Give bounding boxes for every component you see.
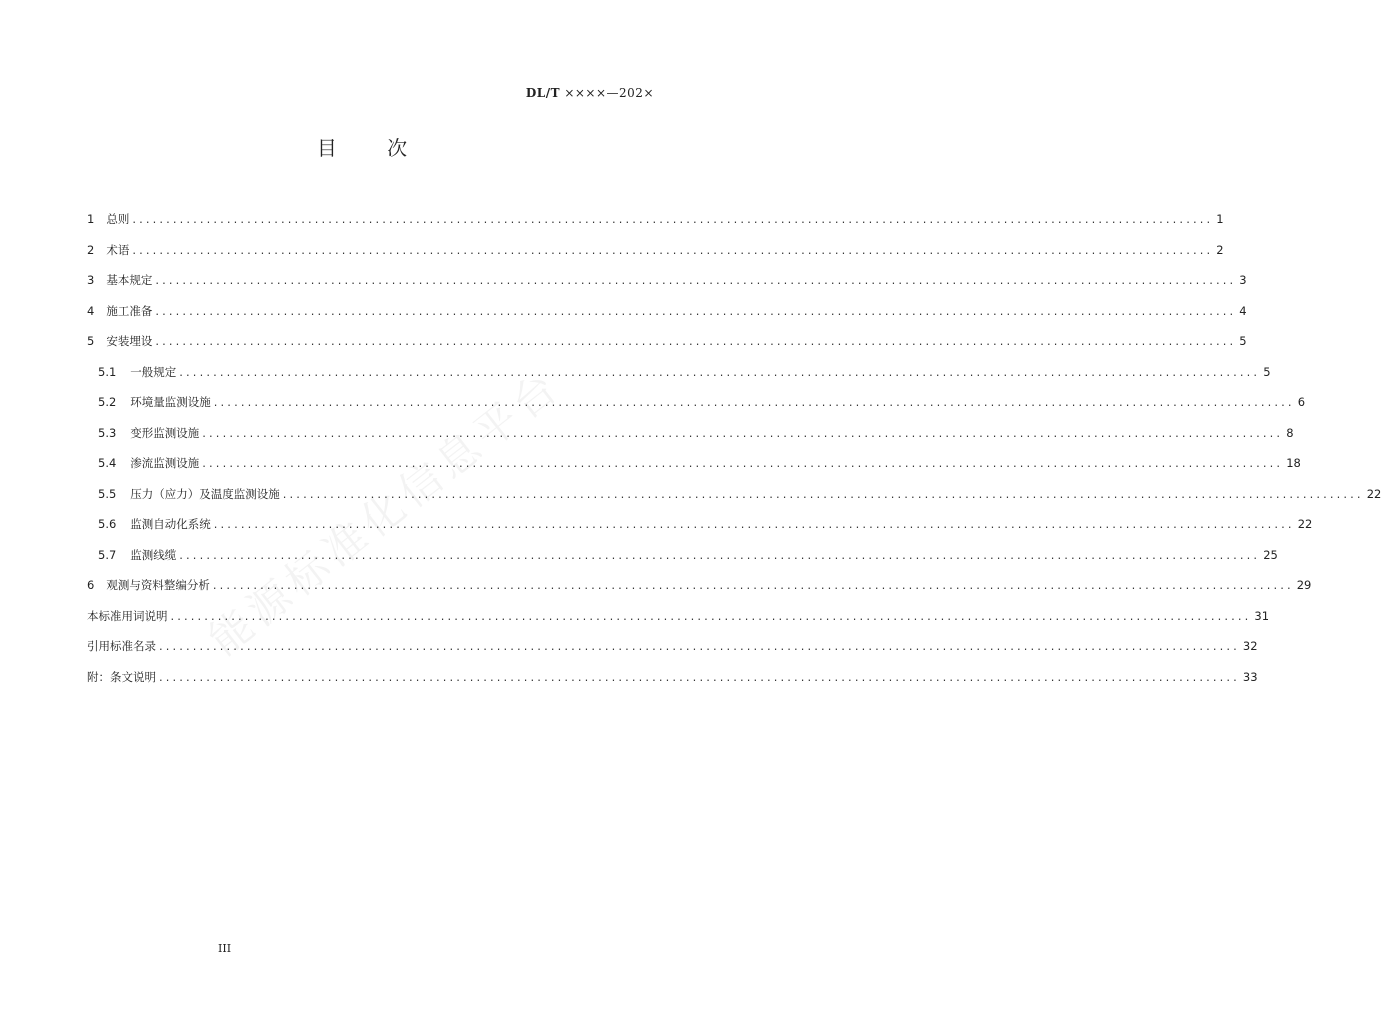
toc-entry[interactable] bbox=[87, 211, 1224, 242]
toc-entry-page: 6 bbox=[1297, 395, 1306, 409]
toc-entry-number: 3 bbox=[87, 273, 95, 287]
toc-entry-label: 附：条文说明 bbox=[87, 669, 156, 684]
toc-entry-number: 6 bbox=[87, 578, 95, 592]
page-number: III bbox=[218, 942, 232, 955]
toc-entry[interactable] bbox=[87, 242, 1224, 273]
toc-entry-label: 引用标准名录 bbox=[87, 639, 156, 653]
toc-entry-label: 监测自动化系统 bbox=[130, 517, 211, 531]
toc-entry-page: 18 bbox=[1286, 456, 1301, 470]
toc-entry[interactable] bbox=[87, 333, 1247, 364]
toc-entry[interactable] bbox=[87, 669, 1258, 700]
toc-entry-page: 33 bbox=[1242, 669, 1258, 684]
document-code bbox=[526, 86, 654, 100]
toc-entry-number: 5.6 bbox=[98, 517, 117, 531]
toc-leader-dots: ................................................................................................................................................................ bbox=[159, 669, 1240, 684]
toc-entry-number: 5 bbox=[87, 334, 95, 348]
toc-entry-number: 5.4 bbox=[98, 456, 117, 470]
document-code-number: ××××—202× bbox=[560, 86, 654, 100]
toc-leader-dots: ................................................................................................................................................................ bbox=[132, 242, 1214, 257]
toc-leader-dots: ................................................................................................................................................................ bbox=[202, 456, 1284, 470]
toc-leader-dots: ................................................................................................................................................................ bbox=[213, 395, 1295, 409]
toc-entry-page: 31 bbox=[1254, 608, 1270, 623]
toc-entry[interactable] bbox=[87, 364, 1271, 395]
toc-entry-label: 变形监测设施 bbox=[130, 425, 200, 440]
toc-entry-number: 4 bbox=[87, 303, 95, 318]
document-code-prefix: DL/T bbox=[525, 86, 560, 100]
toc-entry-page: 25 bbox=[1263, 547, 1278, 562]
toc-entry-page: 5 bbox=[1263, 364, 1271, 379]
toc-leader-dots: ................................................................................................................................................................ bbox=[212, 578, 1294, 592]
toc-entry-number: 5.2 bbox=[98, 395, 117, 409]
toc-entry-label: 安装埋设 bbox=[106, 334, 153, 348]
toc-entry-page: 22 bbox=[1297, 517, 1313, 531]
toc-entry-label: 环境量监测设施 bbox=[130, 395, 211, 409]
toc-entry-page: 5 bbox=[1239, 334, 1247, 348]
toc-entry-label: 一般规定 bbox=[130, 364, 177, 379]
toc-entry-number: 1 bbox=[87, 212, 95, 226]
toc-entry[interactable] bbox=[87, 608, 1270, 639]
toc-leader-dots: ................................................................................................................................................................ bbox=[179, 364, 1261, 379]
toc-entry-label: 观测与资料整编分析 bbox=[106, 578, 210, 592]
toc-entry-page: 32 bbox=[1242, 639, 1258, 653]
toc-entry[interactable] bbox=[87, 425, 1294, 456]
toc-entry[interactable] bbox=[87, 516, 1313, 547]
toc-leader-dots: ................................................................................................................................................................ bbox=[202, 425, 1284, 440]
toc-leader-dots: ................................................................................................................................................................ bbox=[170, 608, 1252, 623]
toc-entry-page: 4 bbox=[1239, 303, 1247, 318]
toc-entry-label: 术语 bbox=[106, 242, 130, 257]
toc-entry-label: 压力（应力）及温度监测设施 bbox=[130, 486, 280, 501]
toc-entry[interactable] bbox=[87, 486, 1381, 517]
toc-leader-dots: ................................................................................................................................................................ bbox=[282, 486, 1364, 501]
toc-entry-page: 29 bbox=[1296, 578, 1312, 592]
toc-leader-dots: ................................................................................................................................................................ bbox=[132, 212, 1214, 226]
toc-entry-number: 5.5 bbox=[98, 486, 117, 501]
toc-entry-page: 22 bbox=[1366, 486, 1381, 501]
toc-entry-label: 渗流监测设施 bbox=[130, 456, 200, 470]
table-of-contents bbox=[87, 211, 1381, 699]
toc-entry-page: 2 bbox=[1216, 242, 1224, 257]
toc-leader-dots: ................................................................................................................................................................ bbox=[155, 303, 1237, 318]
toc-entry-number: 5.7 bbox=[98, 547, 117, 562]
toc-entry-label: 监测线缆 bbox=[130, 547, 177, 562]
toc-entry-label: 施工准备 bbox=[106, 303, 153, 318]
toc-entry-label: 总则 bbox=[106, 212, 130, 226]
toc-leader-dots: ................................................................................................................................................................ bbox=[213, 517, 1295, 531]
toc-entry-label: 基本规定 bbox=[106, 273, 153, 287]
toc-leader-dots: ................................................................................................................................................................ bbox=[179, 547, 1261, 562]
toc-entry-page: 8 bbox=[1286, 425, 1294, 440]
toc-entry-number: 5.3 bbox=[98, 425, 117, 440]
toc-entry-number: 5.1 bbox=[98, 364, 117, 379]
toc-leader-dots: ................................................................................................................................................................ bbox=[155, 273, 1237, 287]
toc-entry[interactable] bbox=[87, 577, 1312, 608]
toc-entry-number: 2 bbox=[87, 242, 95, 257]
toc-entry-page: 1 bbox=[1216, 212, 1224, 226]
toc-entry[interactable] bbox=[87, 547, 1278, 578]
toc-entry[interactable] bbox=[87, 394, 1306, 425]
toc-entry[interactable] bbox=[87, 303, 1247, 334]
toc-entry[interactable] bbox=[87, 272, 1247, 303]
page-title: 目 次 bbox=[316, 136, 430, 160]
toc-leader-dots: ................................................................................................................................................................ bbox=[159, 639, 1240, 653]
toc-entry[interactable] bbox=[87, 455, 1301, 486]
toc-entry[interactable] bbox=[87, 638, 1258, 669]
toc-leader-dots: ................................................................................................................................................................ bbox=[155, 334, 1237, 348]
toc-entry-page: 3 bbox=[1239, 273, 1247, 287]
toc-entry-label: 本标准用词说明 bbox=[87, 608, 168, 623]
